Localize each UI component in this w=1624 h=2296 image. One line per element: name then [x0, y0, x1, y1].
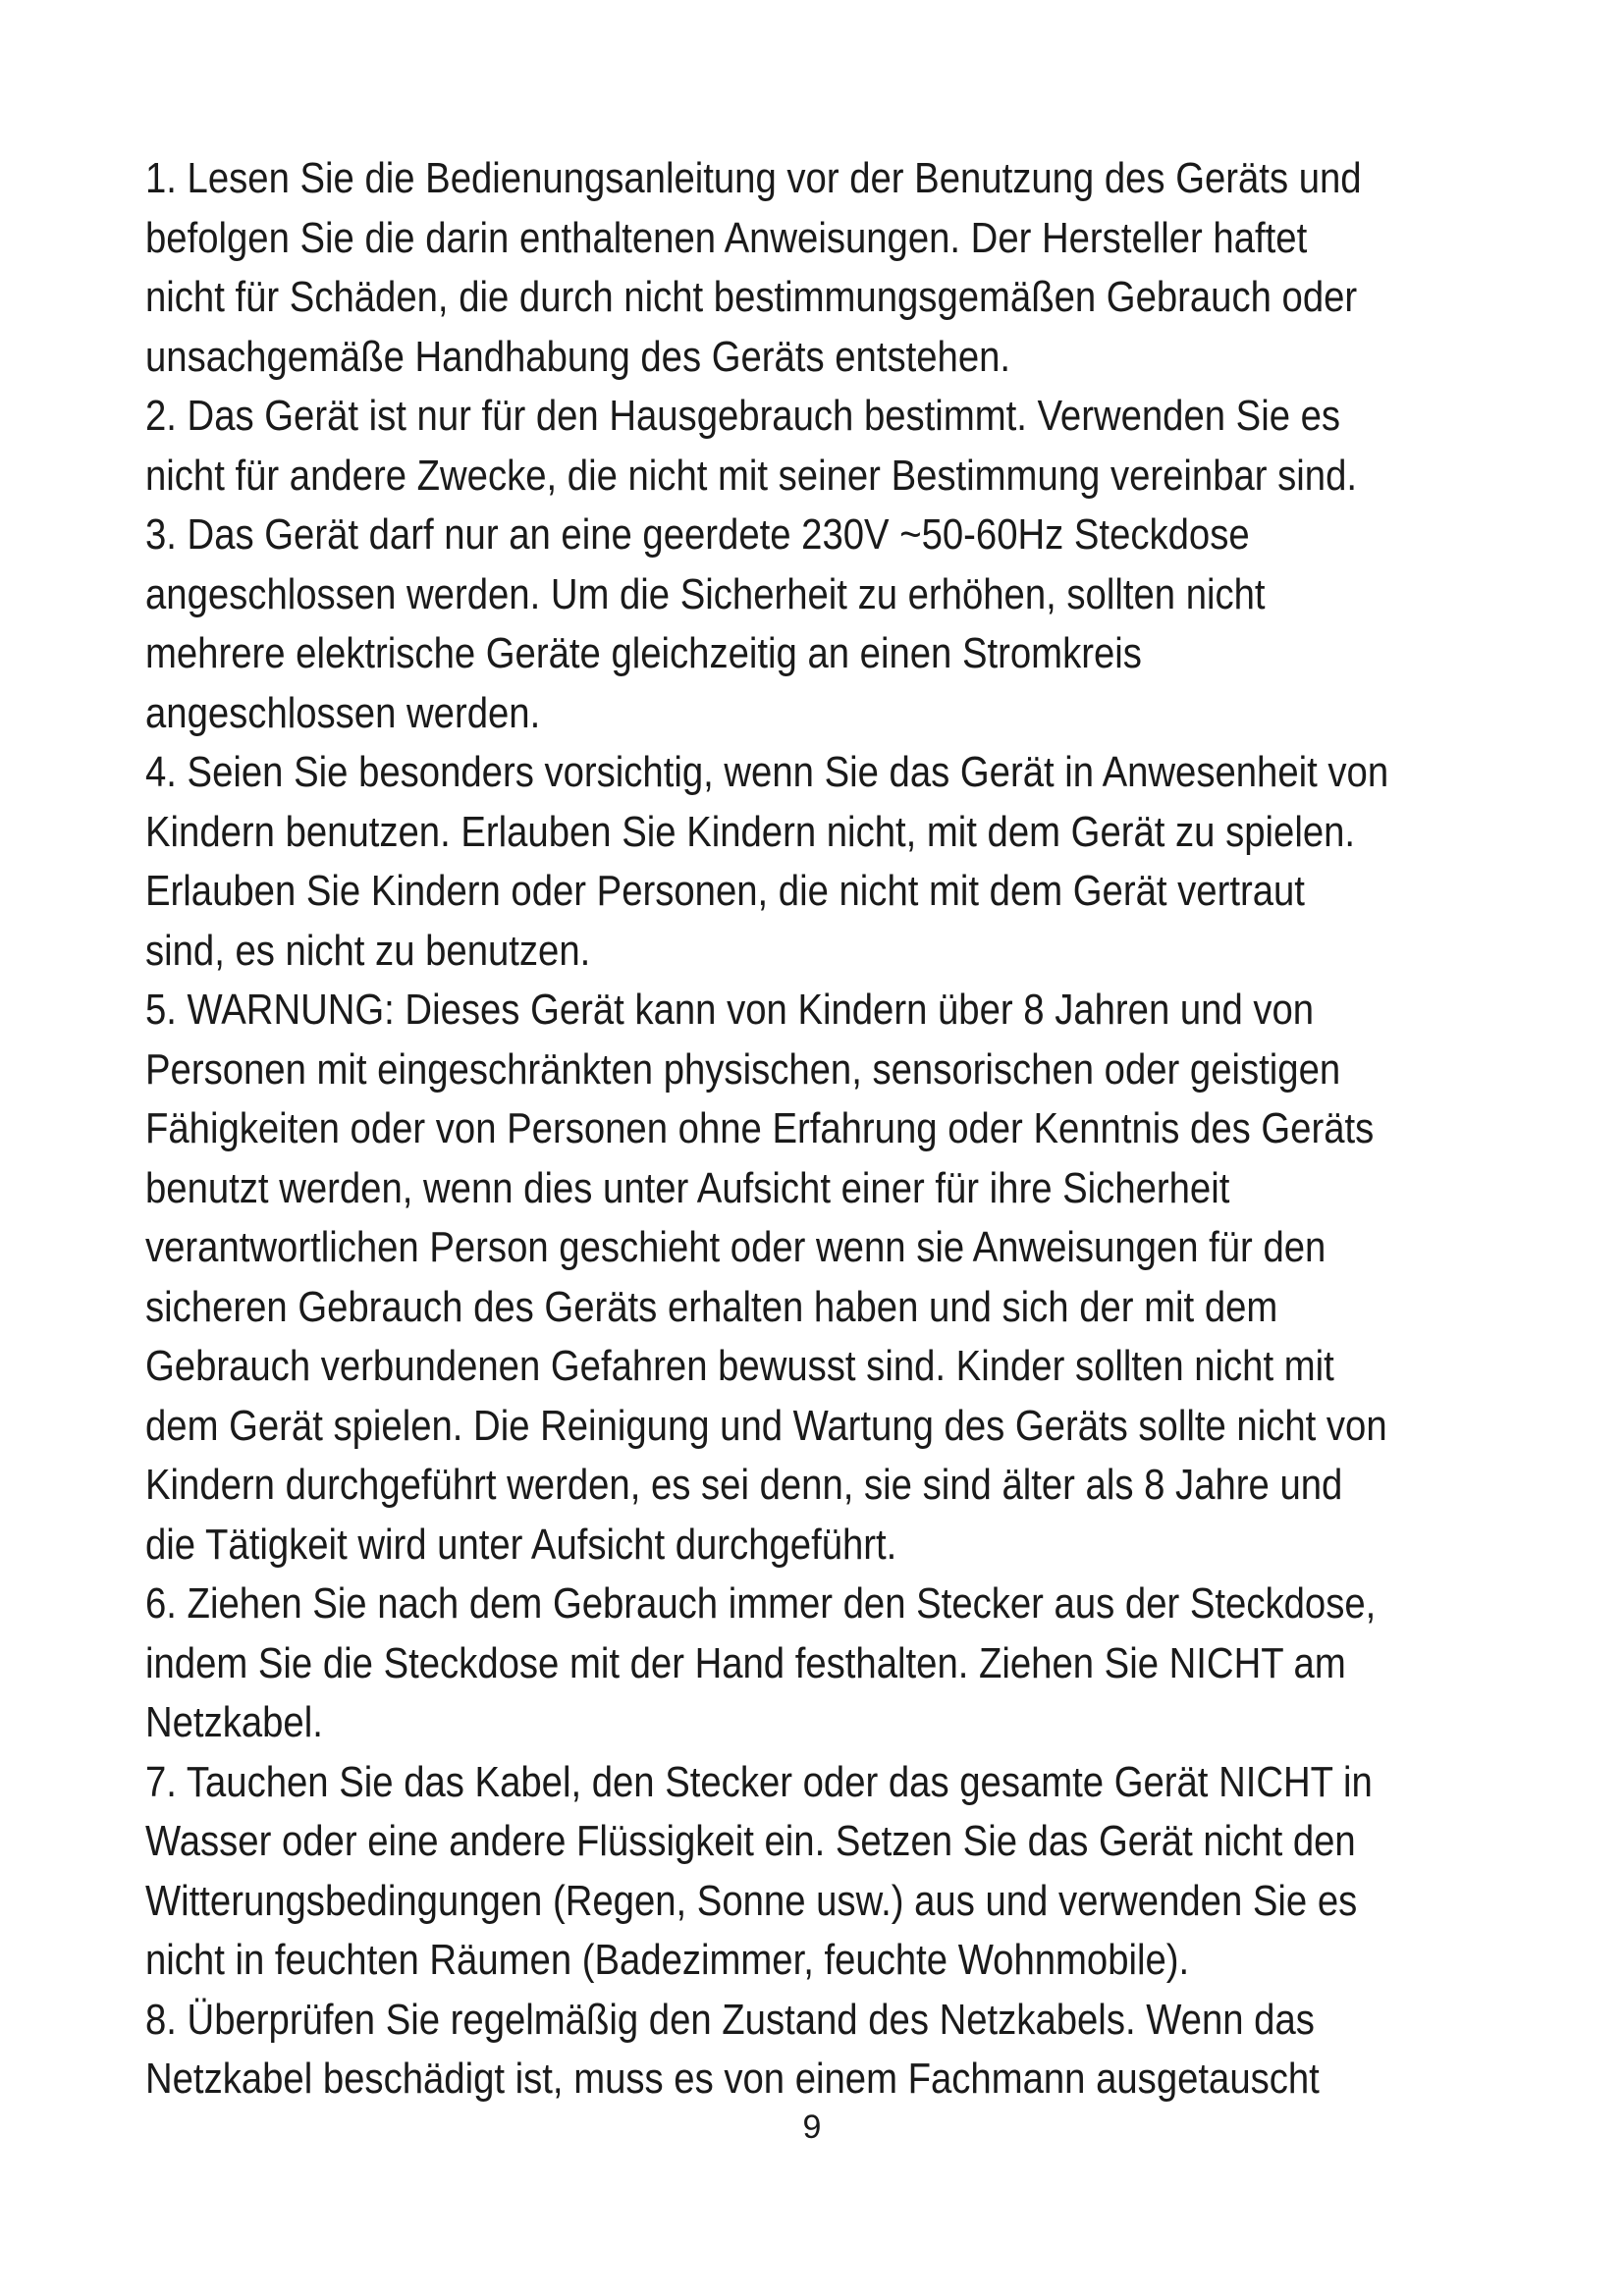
text-line: 3. Das Gerät darf nur an eine geerdete 230V ~50-60Hz Steckdose — [145, 510, 1250, 559]
text-line: 7. Tauchen Sie das Kabel, den Stecker oder das gesamte Gerät NICHT in — [145, 1757, 1373, 1806]
text-line: Kindern durchgeführt werden, es sei denn, sie sind älter als 8 Jahre und — [145, 1461, 1343, 1509]
text-line: 8. Überprüfen Sie regelmäßig den Zustand des Netzkabels. Wenn das — [145, 1995, 1315, 2044]
text-line: sind, es nicht zu benutzen. — [145, 926, 591, 975]
text-line: unsachgemäße Handhabung des Geräts entstehen. — [145, 332, 1011, 381]
text-line: nicht in feuchten Räumen (Badezimmer, feuchte Wohnmobile). — [145, 1936, 1190, 1984]
text-line: Witterungsbedingungen (Regen, Sonne usw.) aus und verwenden Sie es — [145, 1876, 1358, 1925]
text-line: Netzkabel beschädigt ist, muss es von einem Fachmann ausgetauscht — [145, 2055, 1320, 2103]
text-line: benutzt werden, wenn dies unter Aufsicht einer für ihre Sicherheit — [145, 1163, 1230, 1212]
safety-instructions-text — [145, 149, 1549, 2109]
text-line: sicheren Gebrauch des Geräts erhalten haben und sich der mit dem — [145, 1282, 1278, 1331]
text-line: Gebrauch verbundenen Gefahren bewusst sind. Kinder sollten nicht mit — [145, 1342, 1334, 1390]
text-line: Erlauben Sie Kindern oder Personen, die nicht mit dem Gerät vertraut — [145, 867, 1305, 915]
text-line: nicht für andere Zwecke, die nicht mit seiner Bestimmung vereinbar sind. — [145, 451, 1358, 500]
text-line: 4. Seien Sie besonders vorsichtig, wenn Sie das Gerät in Anwesenheit von — [145, 748, 1389, 796]
text-line: indem Sie die Steckdose mit der Hand festhalten. Ziehen Sie NICHT am — [145, 1638, 1346, 1687]
text-line: 5. WARNUNG: Dieses Gerät kann von Kindern über 8 Jahren und von — [145, 986, 1315, 1034]
text-line: mehrere elektrische Geräte gleichzeitig an einen Stromkreis — [145, 629, 1142, 677]
page-number: 9 — [802, 2109, 822, 2146]
text-line: Netzkabel. — [145, 1698, 323, 1746]
text-line: Kindern benutzen. Erlauben Sie Kindern nicht, mit dem Gerät zu spielen. — [145, 807, 1356, 856]
text-line: verantwortlichen Person geschieht oder wenn sie Anweisungen für den — [145, 1223, 1326, 1271]
text-line: angeschlossen werden. — [145, 688, 541, 737]
text-line: die Tätigkeit wird unter Aufsicht durchgeführt. — [145, 1520, 897, 1569]
text-line: nicht für Schäden, die durch nicht bestimmungsgemäßen Gebrauch oder — [145, 273, 1358, 321]
text-line: befolgen Sie die darin enthaltenen Anweisungen. Der Hersteller haftet — [145, 213, 1308, 262]
text-line: 6. Ziehen Sie nach dem Gebrauch immer den Stecker aus der Steckdose, — [145, 1579, 1377, 1628]
text-line: angeschlossen werden. Um die Sicherheit zu erhöhen, sollten nicht — [145, 569, 1266, 618]
text-line: Fähigkeiten oder von Personen ohne Erfahrung oder Kenntnis des Geräts — [145, 1104, 1375, 1152]
text-line: 2. Das Gerät ist nur für den Hausgebrauch bestimmt. Verwenden Sie es — [145, 392, 1341, 440]
text-line: 1. Lesen Sie die Bedienungsanleitung vor der Benutzung des Geräts und — [145, 154, 1362, 202]
text-line: Wasser oder eine andere Flüssigkeit ein. Setzen Sie das Gerät nicht den — [145, 1817, 1356, 1865]
text-line: Personen mit eingeschränkten physischen, sensorischen oder geistigen — [145, 1044, 1341, 1094]
text-line: dem Gerät spielen. Die Reinigung und Wartung des Geräts sollte nicht von — [145, 1401, 1387, 1450]
